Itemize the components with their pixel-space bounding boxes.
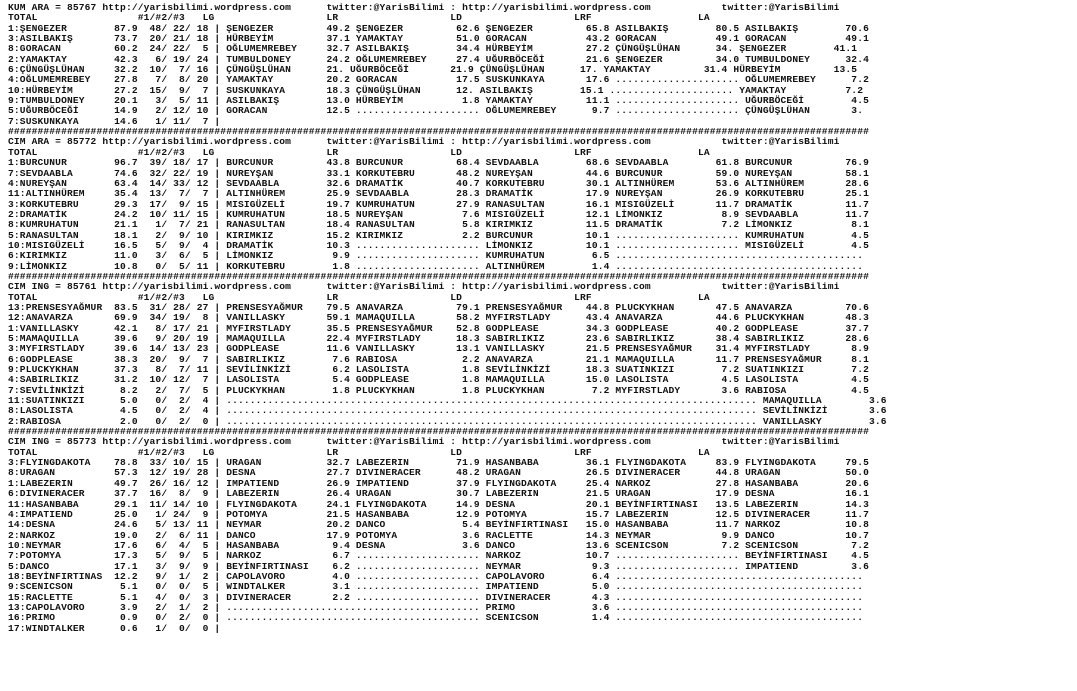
text-line: 8:LASOLISTA 4.5 0/ 2/ 4 | .......................................................................................... SEVİLİNKİZİ 3.6 [8, 405, 887, 417]
text-line: 10:NEYMAR 17.6 6/ 4/ 5 | HASANBABA 9.4 DESNA 3.6 DANCO 13.6 SCENICSON 7.2 SCENICSON 7.2 [8, 539, 869, 551]
text-line: 8:KUMRUHATUN 21.1 1/ 7/ 21 | RANASULTAN 18.4 RANASULTAN 5.8 KIRIMKIZ 11.5 DRAMATİK 7.2 LİMONKIZ 8.1 [8, 219, 869, 231]
text-line: KUM ARA = 85767 http://yarisbilimi.wordpress.com twitter:@YarisBilimi : http://yarisbilimi.wordpress.com twitter:@YarisBilimi [8, 2, 840, 13]
text-line: 3:ASILBAKIŞ 73.7 20/ 21/ 18 | HÜRBEYİM 37.1 YAMAKTAY 51.0 GORACAN 43.2 GORACAN 49.1 GORACAN 49.1 [8, 33, 869, 45]
text-line: 11:HASANBABA 29.1 11/ 14/ 10 | FLYINGDAKOTA 24.1 FLYINGDAKOTA 14.9 DESNA 20.1 BEYİNFIRTINASI 13.5 LABEZERIN 14.3 [8, 498, 869, 510]
text-line: 3:MYFIRSTLADY 39.6 14/ 13/ 23 | GODPLEASE 11.6 VANILLASKY 13.1 VANILLASKY 21.5 PRENSESYAĞMUR 31.4 MYFIRSTLADY 8.9 [8, 343, 869, 355]
text-line: 5:UĞURBÖCEĞİ 14.9 2/ 12/ 10 | GORACAN 12.5 ..................... OĞLUMEMREBEY 9.7 ..................... ÇÜNGÜŞLÜHAN 3. [8, 105, 864, 117]
text-line: TOTAL #1/#2/#3 LG LR LD LRF LA [8, 291, 710, 303]
text-line: 5:DANCO 17.1 3/ 9/ 9 | BEYİNFIRTINASI 6.2 ..................... NEYMAR 9.3 ..................... IMPATIEND 3.6 [8, 560, 869, 572]
text-line: 3:KORKUTEBRU 29.3 17/ 9/ 15 | MISIGÜZELİ 19.7 KUMRUHATUN 27.9 RANASULTAN 16.1 MISIGÜZELİ 11.7 DRAMATİK 11.7 [8, 198, 869, 210]
text-line: 1:ŞENGEZER 87.9 48/ 22/ 18 | ŞENGEZER 49.2 ŞENGEZER 62.6 ŞENGEZER 65.8 ASILBAKIŞ 80.5 ASILBAKIŞ 70.6 [8, 22, 869, 34]
text-line: 4:SABIRLIKIZ 31.2 10/ 12/ 7 | LASOLISTA 5.4 GODPLEASE 1.8 MAMAQUILLA 15.0 LASOLISTA 4.5 LASOLISTA 4.5 [8, 374, 869, 386]
text-line: TOTAL #1/#2/#3 LG LR LD LRF LA [8, 146, 710, 158]
text-line: 1:LABEZERIN 49.7 26/ 16/ 12 | IMPATIEND 26.9 IMPATIEND 37.9 FLYINGDAKOTA 25.4 NARKOZ 27.8 HASANBABA 20.6 [8, 477, 869, 489]
text-line: TOTAL #1/#2/#3 LG LR LD LRF LA [8, 446, 710, 458]
text-line: 15:RACLETTE 5.1 4/ 0/ 3 | DIVINERACER 2.2 ..................... DIVINERACER 4.3 .......................................... [8, 591, 864, 603]
text-line: 7:SEVİLİNKİZİ 8.2 2/ 7/ 5 | PLUCKYKHAN 1.8 PLUCKYKHAN 1.8 PLUCKYKHAN 7.2 MYFIRSTLADY 3.6 RABIOSA 4.5 [8, 384, 869, 396]
text-line: 5:MAMAQUILLA 39.6 9/ 20/ 19 | MAMAQUILLA 22.4 MYFIRSTLADY 18.3 SABIRLIKIZ 23.6 SABIRLIKIZ 38.4 SABIRLIKIZ 28.6 [8, 333, 869, 344]
text-line: ################################################################################################################################################## [8, 270, 869, 282]
text-line: 7:SEVDAABLA 74.6 32/ 22/ 19 | NUREYŞAN 33.1 KORKUTEBRU 48.2 NUREYŞAN 44.6 BURCUNUR 59.0 NUREYŞAN 58.1 [8, 167, 869, 179]
text-line: 1:VANILLASKY 42.1 8/ 17/ 21 | MYFIRSTLADY 35.5 PRENSESYAĞMUR 52.8 GODPLEASE 34.3 GODPLEASE 40.2 GODPLEASE 37.7 [8, 322, 869, 334]
text-line: 7:POTOMYA 17.3 5/ 9/ 5 | NARKOZ 6.7 ..................... NARKOZ 10.7 ..................... BEYİNFIRTINASI 4.5 [8, 550, 869, 562]
text-line: 18:BEYİNFIRTINAS 12.2 9/ 1/ 2 | CAPOLAVORO 4.0 ..................... CAPOLAVORO 6.4 .......................................... [8, 570, 864, 582]
text-line: 6:ÇÜNGÜŞLÜHAN 32.2 10/ 7/ 16 | ÇÜNGÜŞLÜHAN 21. UĞURBÖCEĞİ 21.9 ÇÜNGÜŞLÜHAN 17. YAMAKTAY 31.4 HÜRBEYİM 13.5 [8, 64, 858, 76]
text-line: 7:SUSKUNKAYA 14.6 1/ 11/ 7 | [8, 115, 227, 127]
text-line: 2:DRAMATİK 24.2 10/ 11/ 15 | KUMRUHATUN 18.5 NUREYŞAN 7.6 MISIGÜZELİ 12.1 LİMONKIZ 8.9 SEVDAABLA 11.7 [8, 208, 869, 220]
text-line: 9:PLUCKYKHAN 37.3 8/ 7/ 11 | SEVİLİNKİZİ 6.2 LASOLISTA 1.8 SEVİLİNKİZİ 18.3 SUATINKIZI 7.2 SUATINKIZI 7.2 [8, 364, 869, 376]
text-line: 9:LİMONKIZ 10.8 0/ 5/ 11 | KORKUTEBRU 1.8 ..................... ALTINHÜREM 1.4 .......................................... [8, 260, 864, 272]
text-line: 13:PRENSESYAĞMUR 83.5 31/ 28/ 27 | PRENSESYAĞMUR 79.5 ANAVARZA 79.1 PRENSESYAĞMUR 44.8 PLUCKYKHAN 47.5 ANAVARZA 70.6 [8, 301, 869, 313]
text-line: TOTAL #1/#2/#3 LG LR LD LRF LA [8, 12, 710, 24]
text-line: 16:PRIMO 0.9 0/ 2/ 0 | ........................................... SCENICSON 1.4 .......................................... [8, 612, 864, 624]
text-line: 11:ALTINHÜREM 35.4 13/ 7/ 7 | ALTINHÜREM 25.9 SEVDAABLA 28.3 DRAMATİK 17.9 NUREYŞAN 26.9 KORKUTEBRU 25.1 [8, 188, 869, 200]
text-line: 4:NUREYŞAN 63.4 14/ 33/ 12 | SEVDAABLA 32.6 DRAMATİK 40.7 KORKUTEBRU 30.1 ALTINHÜREM 53.6 ALTINHÜREM 28.6 [8, 177, 869, 189]
text-line: ################################################################################################################################################## [8, 126, 869, 138]
text-line: 8:GORACAN 60.2 24/ 22/ 5 | OĞLUMEMREBEY 32.7 ASILBAKIŞ 34.4 HÜRBEYİM 27.2 ÇÜNGÜŞLÜHAN 34. ŞENGEZER 41.1 [8, 43, 858, 55]
text-line: 9:SCENICSON 5.1 0/ 0/ 5 | WINDTALKER 3.1 ..................... IMPATIEND 5.0 .......................................... [8, 581, 864, 593]
text-line: 8:URAGAN 57.3 12/ 19/ 28 | DESNA 27.7 DIVINERACER 48.2 URAGAN 26.5 DIVINERACER 44.8 URAGAN 50.0 [8, 467, 869, 479]
text-line: 2:NARKOZ 19.0 2/ 6/ 11 | DANCO 17.9 POTOMYA 3.6 RACLETTE 14.3 NEYMAR 9.9 DANCO 10.7 [8, 529, 869, 541]
text-line: 11:SUATINKIZI 5.0 0/ 2/ 4 | .......................................................................................... MAMAQUILLA 3.6 [8, 395, 887, 407]
text-line: 6:DIVINERACER 37.7 16/ 8/ 9 | LABEZERIN 26.4 URAGAN 30.7 LABEZERIN 21.5 URAGAN 17.9 DESNA 16.1 [8, 488, 869, 500]
text-line: 17:WINDTALKER 0.6 1/ 0/ 0 | [8, 622, 227, 634]
text-line: 12:ANAVARZA 69.9 34/ 19/ 8 | VANILLASKY 59.1 MAMAQUILLA 58.2 MYFIRSTLADY 43.4 ANAVARZA 44.6 PLUCKYKHAN 48.3 [8, 312, 869, 324]
text-line: ################################################################################################################################################## [8, 426, 869, 438]
text-line: 2:RABIOSA 2.0 0/ 2/ 0 | .......................................................................................... VANILLASKY 3.6 [8, 415, 887, 427]
text-line: 1:BURCUNUR 96.7 39/ 18/ 17 | BURCUNUR 43.8 BURCUNUR 68.4 SEVDAABLA 68.6 SEVDAABLA 61.8 BURCUNUR 76.9 [8, 157, 869, 169]
text-line: 10:HÜRBEYİM 27.2 15/ 9/ 7 | SUSKUNKAYA 18.3 ÇÜNGÜŞLÜHAN 12. ASILBAKIŞ 15.1 ..................... YAMAKTAY 7.2 [8, 84, 864, 96]
text-line: 5:RANASULTAN 18.1 2/ 9/ 10 | KIRIMKIZ 15.2 KIRIMKIZ 2.2 BURCUNUR 10.1 ..................... KUMRUHATUN 4.5 [8, 229, 869, 241]
text-line: 14:DESNA 24.6 5/ 13/ 11 | NEYMAR 20.2 DANCO 5.4 BEYİNFIRTINASI 15.0 HASANBABA 11.7 NARKOZ 10.8 [8, 519, 869, 531]
text-line: CIM ING = 85761 http://yarisbilimi.wordpress.com twitter:@YarisBilimi : http://yarisbilimi.wordpress.com twitter:@YarisBilimi [8, 281, 840, 293]
text-line: 13:CAPOLAVORO 3.9 2/ 1/ 2 | ........................................... PRIMO 3.6 .......................................... [8, 601, 864, 613]
text-line: 3:FLYINGDAKOTA 78.8 33/ 10/ 15 | URAGAN 32.7 LABEZERIN 71.9 HASANBABA 36.1 FLYINGDAKOTA 83.9 FLYINGDAKOTA 79.5 [8, 457, 869, 469]
text-line: 9:TUMBULDONEY 20.1 3/ 5/ 11 | ASILBAKIŞ 13.0 HÜRBEYİM 1.8 YAMAKTAY 11.1 ..................... UĞURBÖCEĞİ 4.5 [8, 95, 869, 107]
text-line: 10:MISIGÜZELİ 16.5 5/ 9/ 4 | DRAMATİK 10.3 ..................... LİMONKIZ 10.1 ..................... MISIGÜZELİ 4.5 [8, 239, 869, 251]
text-line: 6:KIRIMKIZ 11.0 3/ 6/ 5 | LİMONKIZ 9.9 ..................... KUMRUHATUN 6.5 .......................................... [8, 250, 864, 262]
text-line: 4:IMPATIEND 25.0 1/ 24/ 9 | POTOMYA 21.5 HASANBABA 12.9 POTOMYA 15.7 LABEZERIN 12.5 DIVINERACER 11.7 [8, 508, 869, 520]
text-line: CIM ARA = 85772 http://yarisbilimi.wordpress.com twitter:@YarisBilimi : http://yarisbilimi.wordpress.com twitter:@YarisBilimi [8, 136, 840, 148]
text-line: 4:OĞLUMEMREBEY 27.8 7/ 8/ 20 | YAMAKTAY 20.2 GORACAN 17.5 SUSKUNKAYA 17.6 ..................... OĞLUMEMREBEY 7.2 [8, 74, 869, 86]
text-line: 2:YAMAKTAY 42.3 6/ 19/ 24 | TUMBULDONEY 24.2 OĞLUMEMREBEY 27.4 UĞURBÖCEĞİ 21.6 ŞENGEZER 34.0 TUMBULDONEY 32.4 [8, 53, 869, 65]
text-line: 6:GODPLEASE 38.3 20/ 9/ 7 | SABIRLIKIZ 7.6 RABIOSA 2.2 ANAVARZA 21.1 MAMAQUILLA 11.7 PRENSESYAĞMUR 8.1 [8, 353, 869, 365]
text-line: CIM ING = 85773 http://yarisbilimi.wordpress.com twitter:@YarisBilimi : http://yarisbilimi.wordpress.com twitter:@YarisBilimi [8, 436, 840, 448]
